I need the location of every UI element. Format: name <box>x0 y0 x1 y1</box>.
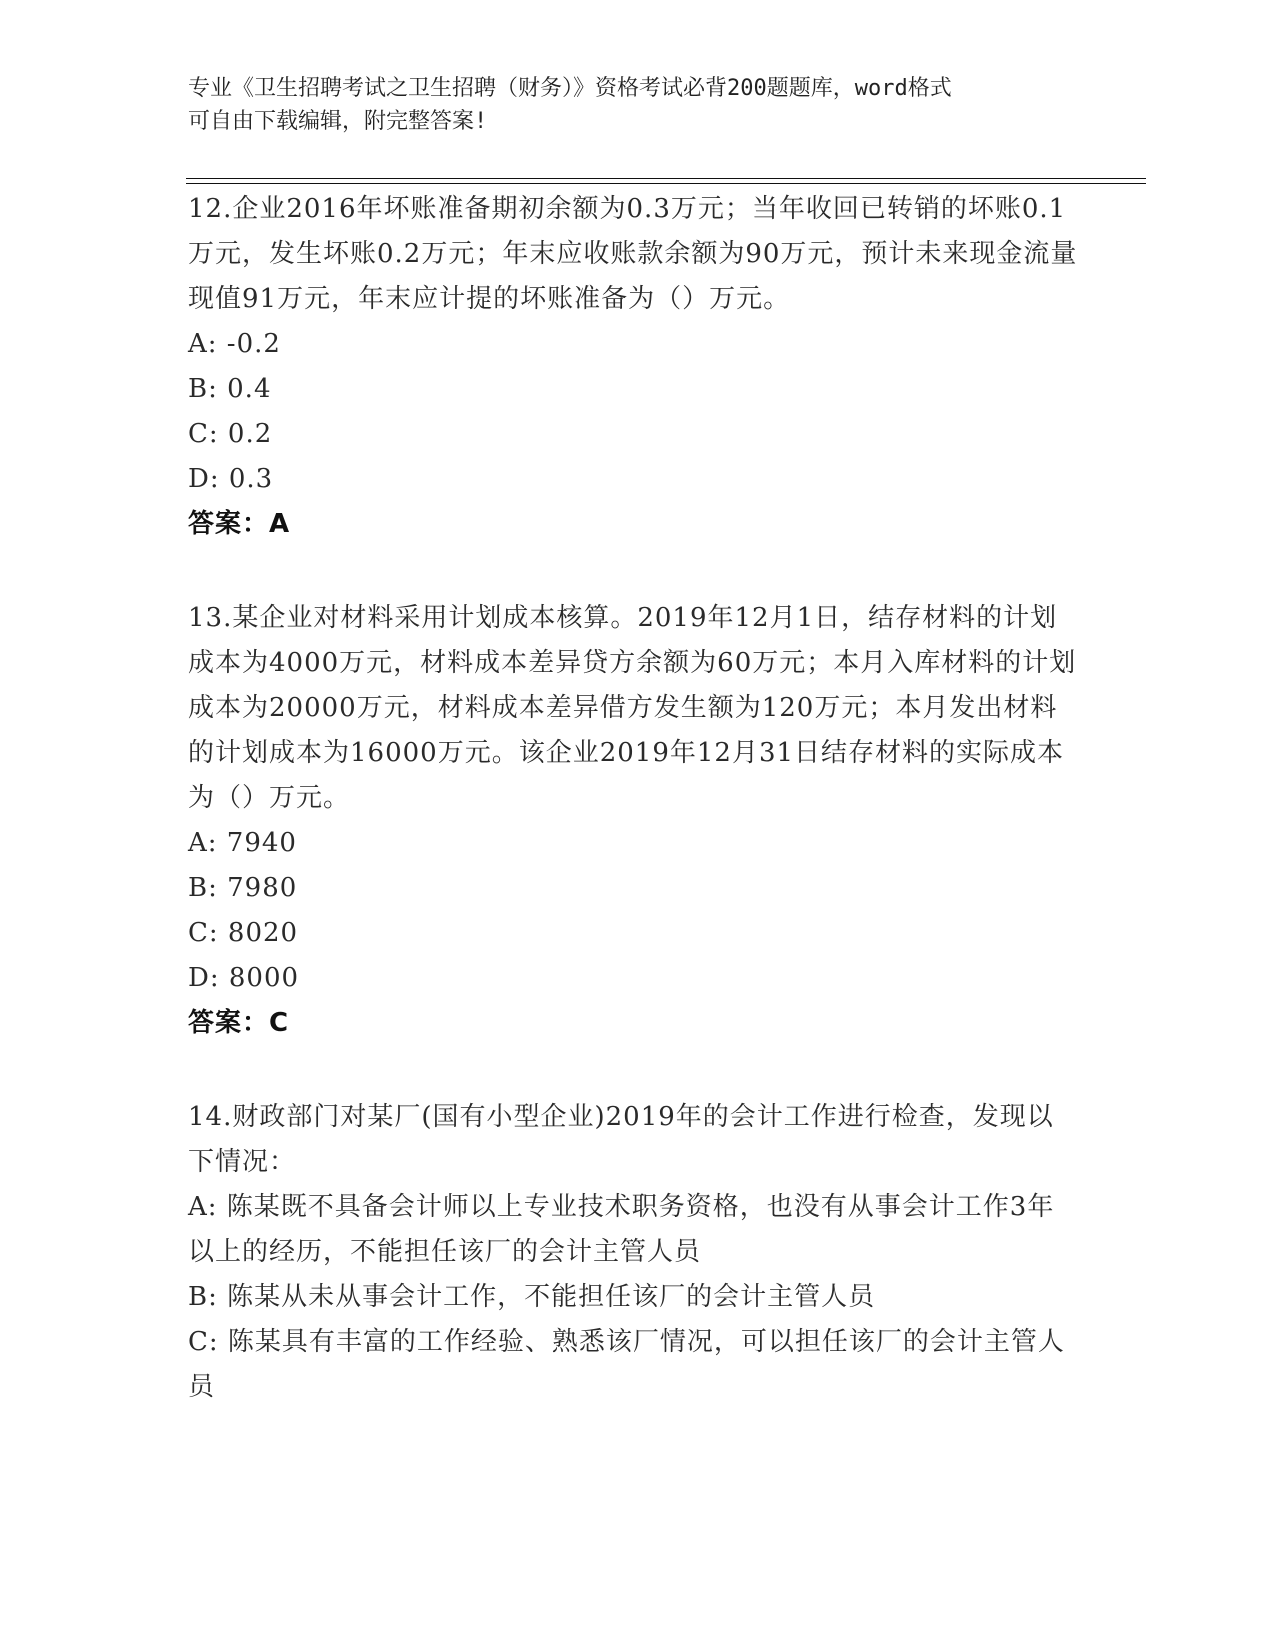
header-divider-bottom <box>186 183 1146 184</box>
question-14 <box>188 1095 1078 1410</box>
header-line-2: 可自由下载编辑，附完整答案! <box>188 109 488 134</box>
document-header <box>188 72 1088 138</box>
option-c: C: 0.2 <box>188 419 273 449</box>
option-d: D: 0.3 <box>188 464 274 494</box>
option-c: C: 8020 <box>188 918 299 948</box>
option-c: C: 陈某具有丰富的工作经验、熟悉该厂情况，可以担任该厂的会计主管人员 <box>188 1327 1065 1402</box>
option-a: A: 7940 <box>188 828 297 858</box>
option-b: B: 0.4 <box>188 374 272 404</box>
option-a: A: -0.2 <box>188 329 281 359</box>
option-d: D: 8000 <box>188 963 300 993</box>
question-stem: 13.某企业对材料采用计划成本核算。2019年12月1日，结存材料的计划成本为4000万元，材料成本差异贷方余额为60万元；本月入库材料的计划成本为20000万元，材料成本差异借方发生额为120万元；本月发出材料的计划成本为16000万元。该企业2019年12月31日结存材料的实际成本为（）万元。 <box>188 603 1077 813</box>
question-stem: 12.企业2016年坏账准备期初余额为0.3万元；当年收回已转销的坏账0.1万元，发生坏账0.2万元；年末应收账款余额为90万元，预计未来现金流量现值91万元，年末应计提的坏账准备为（）万元。 <box>188 194 1078 314</box>
header-line-1: 专业《卫生招聘考试之卫生招聘（财务）》资格考试必背200题题库，word格式 <box>188 76 952 101</box>
option-a: A: 陈某既不具备会计师以上专业技术职务资格，也没有从事会计工作3年以上的经历，不能担任该厂的会计主管人员 <box>188 1192 1055 1267</box>
answer: 答案：C <box>188 1008 290 1038</box>
option-b: B: 7980 <box>188 873 298 903</box>
header-divider-top <box>186 178 1146 179</box>
question-stem: 14.财政部门对某厂(国有小型企业)2019年的会计工作进行检查，发现以下情况： <box>188 1102 1054 1177</box>
option-b: B: 陈某从未从事会计工作，不能担任该厂的会计主管人员 <box>188 1282 876 1312</box>
question-12 <box>188 187 1078 547</box>
answer: 答案：A <box>188 509 291 539</box>
question-13 <box>188 596 1078 1046</box>
